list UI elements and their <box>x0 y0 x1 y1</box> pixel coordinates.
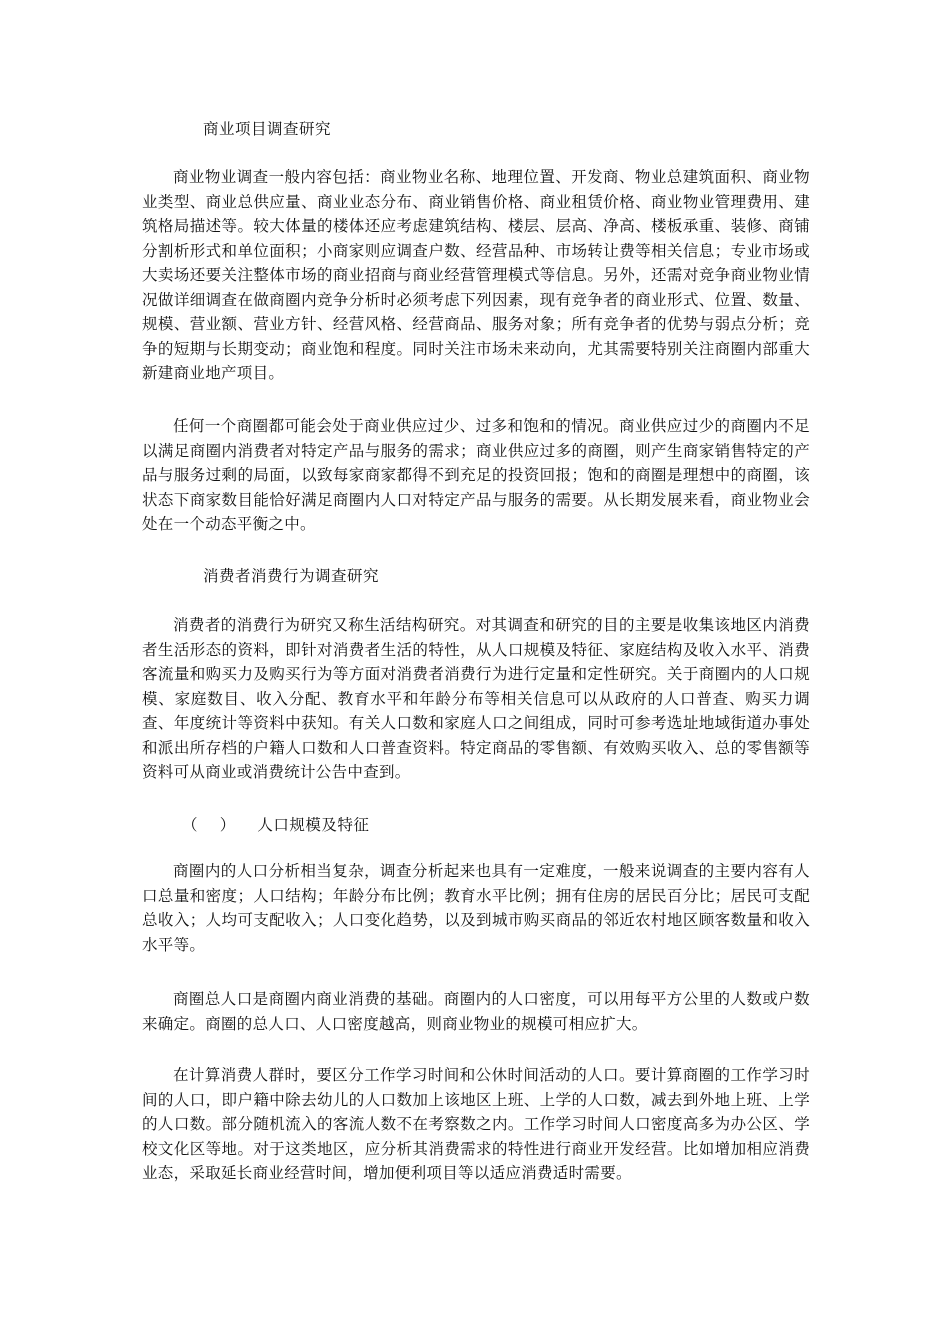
paragraph-trade-area-supply: 任何一个商圈都可能会处于商业供应过少、过多和饱和的情况。商业供应过少的商圈内不足以满足商圈内消费者对特定产品与服务的需求；商业供应过多的商圈，则产生商家销售特定的产品与服务过剩的局面，以致每家商家都得不到充足的投资回报；饱和的商圈是理想中的商圈，该状态下商家数目能恰好满足商圈内人口对特定产品与服务的需要。从长期发展来看，商业物业会处在一个动态平衡之中。 <box>142 417 810 533</box>
section-heading-commercial-project-research: 商业项目调查研究 <box>203 120 332 138</box>
paragraph-total-population: 商圈总人口是商圈内商业消费的基础。商圈内的人口密度，可以用每平方公里的人数或户数来确定。商圈的总人口、人口密度越高，则商业物业的规模可相应扩大。 <box>142 990 810 1033</box>
paragraph-commercial-property-survey: 商业物业调查一般内容包括：商业物业名称、地理位置、开发商、物业总建筑面积、商业物业类型、商业总供应量、商业业态分布、商业销售价格、商业租赁价格、商业物业管理费用、建筑格局描述等。较大体量的楼体还应考虑建筑结构、楼层、层高、净高、楼板承重、装修、商铺分割析形式和单位面积；小商家则应调查户数、经营品种、市场转让费等相关信息；专业市场或大卖场还要关注整体市场的商业招商与商业经营管理模式等信息。另外，还需对竞争商业物业情况做详细调查在做商圈内竞争分析时必须考虑下列因素，现有竞争者的商业形式、位置、数量、规模、营业额、营业方针、经营风格、经营商品、服务对象；所有竞争者的优势与弱点分析；竞争的短期与长期变动；商业饱和程度。同时关注市场未来动向，尤其需要特别关注商圈内部重大新建商业地产项目。 <box>142 168 810 382</box>
section-heading-consumer-behavior-research: 消费者消费行为调查研究 <box>203 567 380 585</box>
paragraph-consumer-count: 在计算消费人群时，要区分工作学习时间和公休时间活动的人口。要计算商圈的工作学习时间的人口，即户籍中除去幼儿的人口数加上该地区上班、上学的人口数，减去到外地上班、上学的人口数。部分随机流入的客流人数不在考察数之内。工作学习时间人口密度高多为办公区、学校文化区等地。对于这类地区，应分析其消费需求的特性进行商业开发经营。比如增加相应消费业态，采取延长商业经营时间，增加便利项目等以适应消费适时需要。 <box>142 1066 810 1182</box>
paragraph-population-analysis: 商圈内的人口分析相当复杂，调查分析起来也具有一定难度，一般来说调查的主要内容有人口总量和密度；人口结构；年龄分布比例；教育水平比例；拥有住房的居民百分比；居民可支配总收入；人均可支配收入；人口变化趋势，以及到城市购买商品的邻近农村地区顾客数量和收入水平等。 <box>142 862 810 954</box>
section-heading-population-scale: （ ） 人口规模及特征 <box>182 816 370 834</box>
paragraph-consumer-behavior: 消费者的消费行为研究又称生活结构研究。对其调查和研究的目的主要是收集该地区内消费者生活形态的资料，即针对消费者生活的特性，从人口规模及特征、家庭结构及收入水平、消费客流量和购买力及购买行为等方面对消费者消费行为进行定量和定性研究。关于商圈内的人口规模、家庭数目、收入分配、教育水平和年龄分布等相关信息可以从政府的人口普查、购买力调查、年度统计等资料中获知。有关人口数和家庭人口之间组成，同时可参考选址地域街道办事处和派出所存档的户籍人口数和人口普查资料。特定商品的零售额、有效购买收入、总的零售额等资料可从商业或消费统计公告中查到。 <box>142 616 810 781</box>
